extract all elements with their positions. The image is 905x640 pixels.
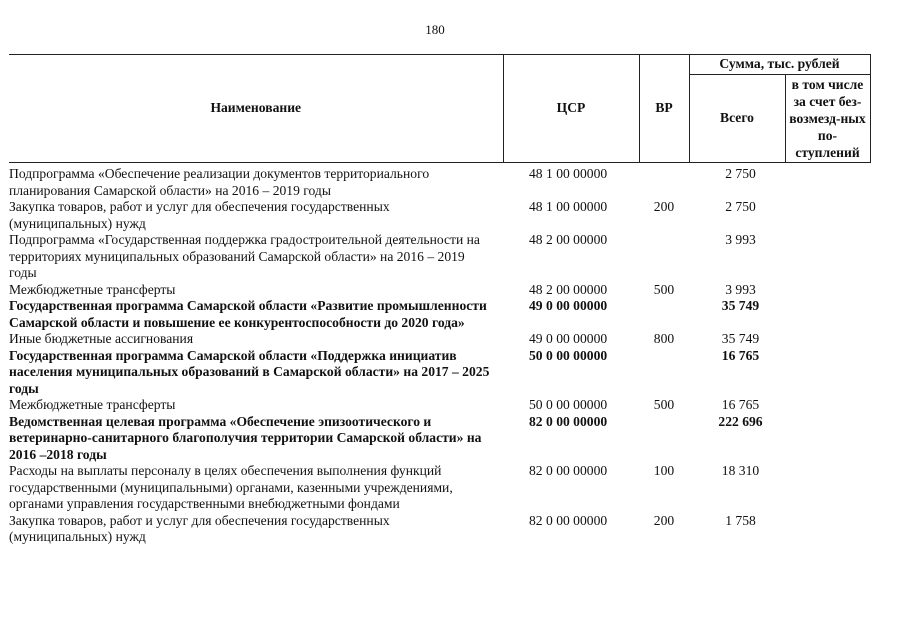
row-name: Закупка товаров, работ и услуг для обеспечения государственных (муниципальных) нужд: [9, 199, 390, 231]
row-grant: [785, 232, 870, 282]
row-csr: 48 1 00 00000: [529, 166, 608, 181]
table-header: [9, 55, 870, 163]
table-row: [9, 397, 870, 414]
row-name: Межбюджетные трансферты: [9, 281, 176, 297]
row-vr: 200: [653, 199, 675, 214]
table-row: [9, 348, 870, 398]
row-name: Подпрограмма «Государственная поддержка градостроительной деятельности на территориях муниципальных образований Самарской области» на 2016 – 2019 годы: [9, 232, 480, 280]
row-csr: 49 0 00 00000: [529, 298, 608, 313]
row-vr: [639, 414, 689, 464]
table-row: [9, 513, 870, 546]
row-vr: [639, 163, 689, 200]
row-total: 18 310: [721, 463, 760, 478]
table-row: [9, 199, 870, 232]
row-name: Государственная программа Самарской области «Развитие промышленности Самарской области и повышение ее конкурентоспособности до 2020 года»: [9, 298, 487, 330]
header-vr: ВР: [639, 55, 689, 163]
table-row: [9, 232, 870, 282]
row-total: 16 765: [721, 347, 760, 363]
row-grant: [785, 463, 870, 513]
row-vr: [639, 348, 689, 398]
row-total: 16 765: [721, 397, 760, 412]
budget-table: [9, 54, 871, 546]
row-vr: 800: [653, 331, 675, 346]
row-vr: 500: [653, 281, 675, 297]
header-grant: в том числе за счет без-возмезд-ных по-ступлений: [785, 75, 870, 163]
row-grant: [785, 397, 870, 414]
row-name: Иные бюджетные ассигнования: [9, 331, 194, 346]
row-total: 2 750: [725, 199, 756, 214]
row-csr: 50 0 00 00000: [529, 347, 608, 363]
table-row: [9, 463, 870, 513]
row-name: Государственная программа Самарской области «Поддержка инициатив населения муниципальных образований в Самарской области» на 2017 – 2025 годы: [9, 347, 490, 396]
row-grant: [785, 298, 870, 331]
row-vr: [639, 298, 689, 331]
row-grant: [785, 163, 870, 200]
table-row: [9, 282, 870, 299]
row-csr: 48 2 00 00000: [529, 232, 608, 247]
row-name: Межбюджетные трансферты: [9, 397, 176, 412]
row-vr: 100: [653, 463, 675, 478]
table-row: [9, 163, 870, 200]
row-csr: 49 0 00 00000: [529, 331, 608, 346]
row-total: 35 749: [721, 298, 760, 313]
row-vr: 500: [653, 397, 675, 412]
row-name: Подпрограмма «Обеспечение реализации документов территориального планирования Самарской области» на 2016 – 2019 годы: [9, 166, 430, 198]
row-csr: 82 0 00 00000: [529, 413, 608, 429]
row-total: 222 696: [718, 413, 763, 429]
table-row: [9, 298, 870, 331]
row-grant: [785, 348, 870, 398]
header-total: Всего: [689, 75, 785, 163]
row-grant: [785, 513, 870, 546]
row-total: 1 758: [725, 512, 756, 528]
row-name: Расходы на выплаты персоналу в целях обеспечения выполнения функций государственными (муниципальными) органами, казенными учреждениями, органами управления государственными внебюджетными фондами: [9, 463, 453, 511]
row-total: 3 993: [725, 281, 756, 297]
row-csr: 48 2 00 00000: [529, 281, 608, 297]
row-vr: 200: [653, 512, 675, 528]
table-body: [9, 163, 870, 546]
row-name: Ведомственная целевая программа «Обеспечение эпизоотического и ветеринарно-санитарного благополучия территории Самарской области» на 2016 –2018 годы: [9, 413, 482, 462]
header-csr: ЦСР: [503, 55, 639, 163]
row-total: 35 749: [721, 331, 760, 346]
table-row: [9, 414, 870, 464]
row-csr: 48 1 00 00000: [529, 199, 608, 214]
row-grant: [785, 282, 870, 299]
page-number: 180: [425, 22, 445, 37]
row-grant: [785, 331, 870, 348]
header-name: Наименование: [9, 55, 503, 163]
row-csr: 50 0 00 00000: [529, 397, 608, 412]
table-row: [9, 331, 870, 348]
row-total: 2 750: [725, 166, 756, 181]
row-csr: 82 0 00 00000: [529, 512, 608, 528]
row-csr: 82 0 00 00000: [529, 463, 608, 478]
row-name: Закупка товаров, работ и услуг для обеспечения государственных (муниципальных) нужд: [9, 512, 390, 544]
row-vr: [639, 232, 689, 282]
row-grant: [785, 199, 870, 232]
row-grant: [785, 414, 870, 464]
row-total: 3 993: [725, 232, 756, 247]
header-sum: Сумма, тыс. рублей: [689, 55, 870, 75]
